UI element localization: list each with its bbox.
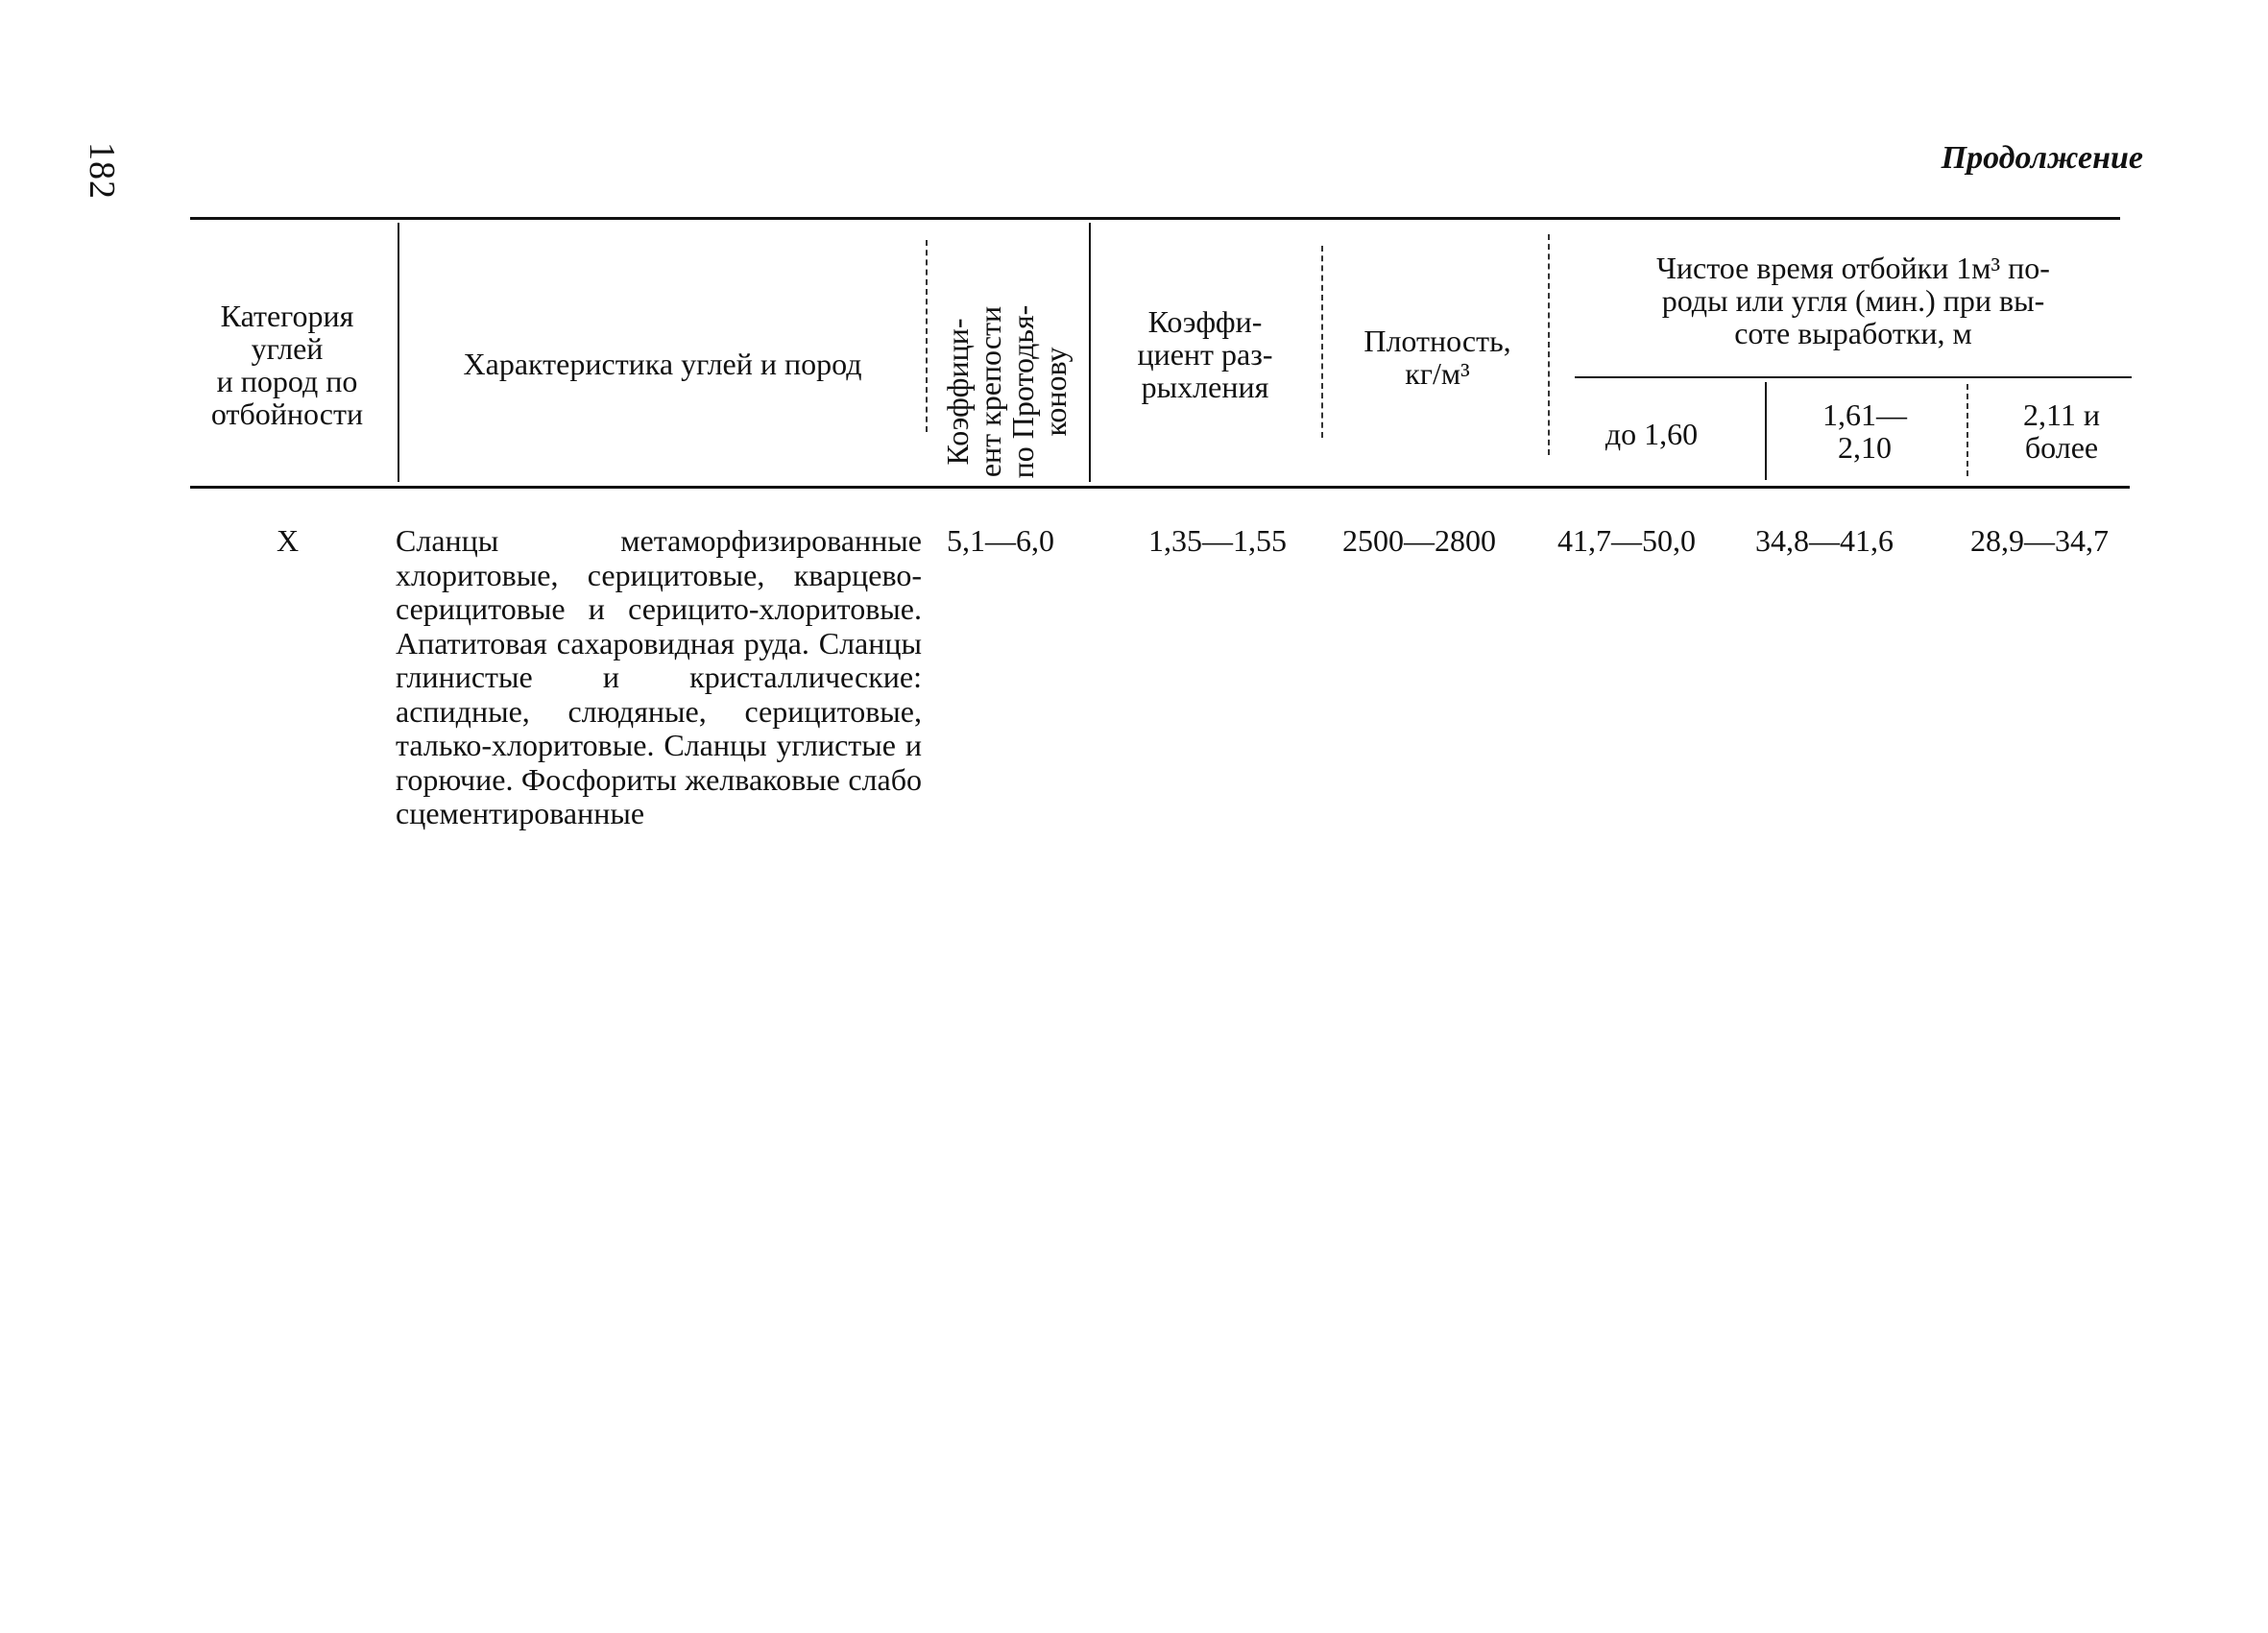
header-loosening-line-3: рыхления — [1141, 370, 1269, 404]
header-hardness-line-2: ент крепости — [973, 305, 1007, 478]
header-time-sub-2-line-2: 2,10 — [1838, 430, 1892, 465]
row-hardness: 5,1—6,0 — [947, 523, 1054, 558]
header-category-line-3: и пород по — [216, 364, 358, 398]
header-loosening-line-2: циент раз- — [1137, 337, 1273, 372]
header-time-sub-3 — [1970, 398, 2153, 464]
header-density-line-2: кг/м³ — [1405, 356, 1470, 391]
header-bottom-rule — [190, 486, 2130, 489]
header-time-sub-1: до 1,60 — [1604, 417, 1699, 451]
header-hardness-line-4: конову — [1038, 347, 1073, 437]
header-hardness-line-3: по Протодья- — [1005, 304, 1040, 479]
header-time-group — [1565, 252, 2141, 349]
row-time-2: 34,8—41,6 — [1755, 523, 1894, 558]
row-time-3: 28,9—34,7 — [1970, 523, 2109, 558]
col-sep-6 — [1765, 382, 1767, 480]
col-sep-4 — [1321, 246, 1323, 438]
header-time-line-1: Чистое время отбойки 1м³ по- — [1656, 251, 2050, 285]
header-category-line-4: отбойности — [210, 396, 364, 431]
col-sep-7 — [1966, 384, 1968, 476]
table-top-rule — [190, 217, 2120, 220]
row-time-1: 41,7—50,0 — [1557, 523, 1696, 558]
header-time-sub-2 — [1769, 398, 1961, 464]
col-sep-2 — [926, 240, 928, 432]
row-category: X — [277, 523, 300, 558]
header-category — [179, 300, 396, 430]
header-density — [1329, 324, 1546, 390]
page-number: 182 — [82, 142, 122, 200]
col-sep-3 — [1089, 223, 1091, 482]
header-hardness — [941, 257, 1075, 526]
time-sub-rule — [1575, 376, 2132, 378]
col-sep-5 — [1548, 234, 1550, 455]
header-time-sub-2-line-1: 1,61— — [1822, 397, 1907, 432]
header-characteristic: Характеристика углей и пород — [463, 347, 862, 381]
header-time-line-2: роды или угля (мин.) при вы- — [1661, 283, 2045, 318]
row-description: Сланцы метаморфизированные хлоритовые, серицитовые, кварцево-серицитовые и серицито-хлоритовые. Апатитовая сахаровидная руда. Сланцы глинистые и кристаллические: аспидные, слюдяные, серицитовые, талько-хлоритовые. Сланцы углистые и горючие. Фосфориты желваковые слабо сцементированные — [396, 523, 922, 830]
header-time-sub-3-line-2: более — [2024, 430, 2099, 465]
header-hardness-line-1: Коэффици- — [940, 318, 975, 466]
header-category-line-1: Категория — [220, 299, 354, 333]
continuation-label: Продолжение — [1941, 140, 2143, 176]
row-loosening: 1,35—1,55 — [1148, 523, 1287, 558]
header-time-line-3: соте выработки, м — [1734, 316, 1972, 350]
header-category-line-2: углей — [251, 331, 324, 366]
header-time-sub-3-line-1: 2,11 и — [2023, 397, 2100, 432]
header-density-line-1: Плотность, — [1363, 324, 1511, 358]
header-loosening — [1100, 305, 1310, 403]
header-loosening-line-1: Коэффи- — [1147, 304, 1263, 339]
row-density: 2500—2800 — [1342, 523, 1496, 558]
